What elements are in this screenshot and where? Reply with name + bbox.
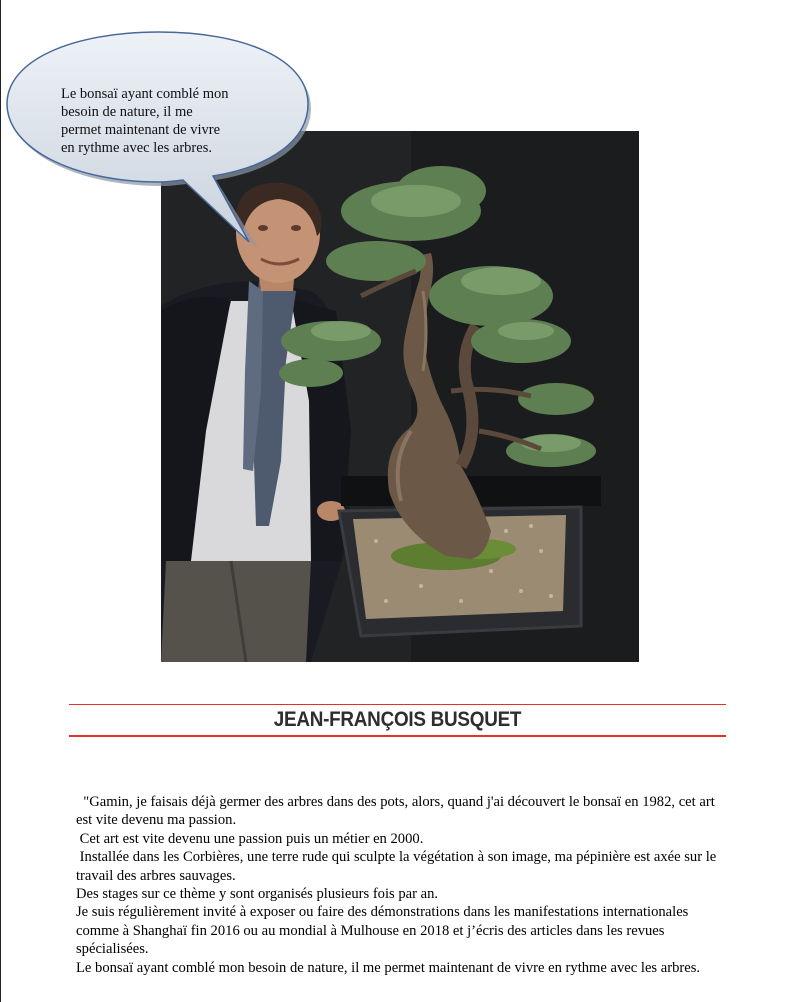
banner-top-rule — [69, 704, 726, 705]
biography-text — [76, 793, 726, 977]
bio-paragraph: Installée dans les Corbières, une terre rude qui sculpte la végétation à son image, ma pépinière est axée sur le travail des arbres sauvages. — [76, 849, 720, 884]
bio-paragraph: Cet art est vite devenu une passion puis un métier en 2000. — [76, 830, 424, 847]
bio-paragraph: Je suis régulièrement invité à exposer ou faire des démonstrations dans les manifestations internationales comme à Shanghaï fin 2016 ou au mondial à Mulhouse en 2018 et j’écris des articles dans les revues spécialisées. — [76, 904, 693, 958]
bio-paragraph: "Gamin, je faisais déjà germer des arbres dans des pots, alors, quand j'ai découvert le bonsaï en 1982, cet art est vite devenu ma passion. — [76, 794, 719, 829]
bio-paragraph: Le bonsaï ayant comblé mon besoin de nature, il me permet maintenant de vivre en rythme avec les arbres. — [76, 959, 701, 976]
page-left-border — [0, 0, 1, 1002]
speech-bubble-text: Le bonsaï ayant comblé mon besoin de nature, il me permet maintenant de vivre en rythme avec les arbres. — [61, 86, 229, 156]
speech-bubble — [3, 28, 313, 248]
person-name-heading: JEAN-FRANÇOIS BUSQUET — [273, 708, 522, 731]
banner-bottom-rule — [69, 735, 726, 737]
bio-paragraph: Des stages sur ce thème y sont organisés plusieurs fois par an. — [76, 886, 439, 903]
